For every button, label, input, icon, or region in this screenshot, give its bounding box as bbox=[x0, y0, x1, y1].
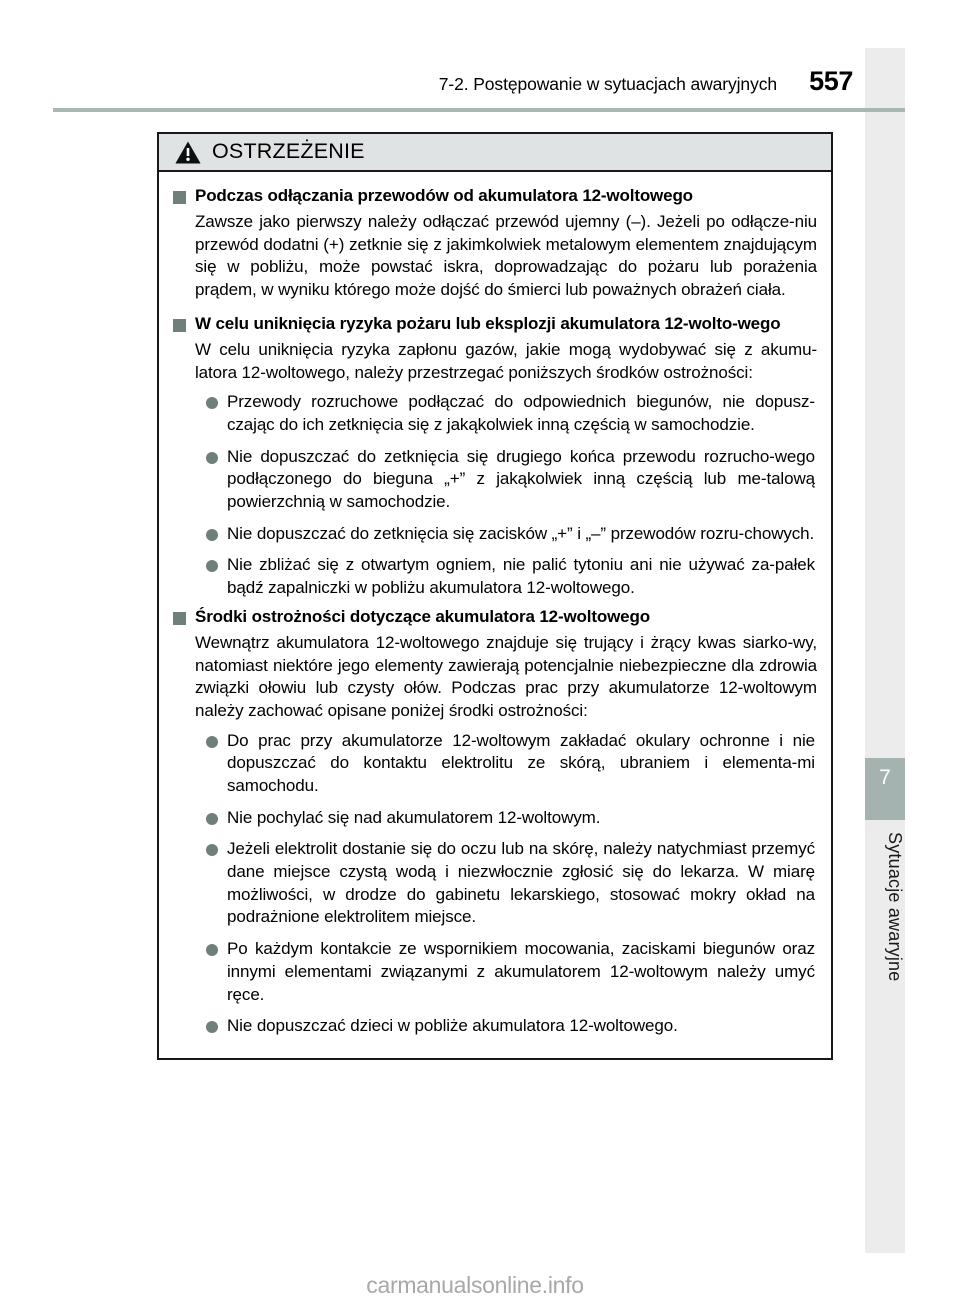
list-item bbox=[173, 807, 817, 830]
warning-section-heading-text: Środki ostrożności dotyczące akumulatora 12-woltowego bbox=[195, 606, 650, 626]
warning-paragraph: W celu uniknięcia ryzyka zapłonu gazów, jakie mogą wydobywać się z akumu-latora 12-woltowego, należy przestrzegać poniższych środków ostrożności: bbox=[195, 339, 817, 382]
round-bullet-icon bbox=[206, 736, 218, 748]
warning-section-heading bbox=[173, 185, 817, 207]
list-item-text: Jeżeli elektrolit dostanie się do oczu lub na skórę, należy natychmiast przemyć dane miejsce czystą wodą i niezwłocznie zgłosić się do lekarza. W miarę możliwości, w drodze do gabinetu lekarskiego, stosować mokry okład na podrażnione elektrolitem miejsce. bbox=[227, 839, 815, 927]
warning-paragraph: Wewnątrz akumulatora 12-woltowego znajduje się trujący i żrący kwas siarko-wy, natomiast niektóre jego elementy zawierają potencjalnie niebezpieczne dla zdrowia związki ołowiu lub czysty ołów. Podczas prac przy akumulatorze 12-woltowym należy zachować opisane poniżej środki ostrożności: bbox=[195, 632, 817, 720]
list-item bbox=[173, 730, 817, 798]
page-header-section-title: 7-2. Postępowanie w sytuacjach awaryjnych bbox=[438, 74, 777, 94]
warning-section bbox=[173, 313, 817, 600]
list-item-text: Przewody rozruchowe podłączać do odpowiednich biegunów, nie dopusz-czając do ich zetknięcia się z jakąkolwiek inną częścią w samochodzie. bbox=[227, 392, 815, 434]
square-bullet-icon bbox=[173, 191, 186, 204]
round-bullet-icon bbox=[206, 813, 218, 825]
round-bullet-icon bbox=[206, 944, 218, 956]
round-bullet-icon bbox=[206, 1021, 218, 1033]
warning-triangle-icon bbox=[175, 141, 201, 164]
list-item bbox=[173, 446, 817, 514]
warning-title: OSTRZEŻENIE bbox=[212, 139, 365, 164]
page-number: 557 bbox=[809, 66, 853, 96]
list-item-text: Nie dopuszczać do zetknięcia się zacisków „+” i „–” przewodów rozru-chowych. bbox=[227, 523, 815, 543]
warning-paragraph: Zawsze jako pierwszy należy odłączać przewód ujemny (–). Jeżeli po odłącze-niu przewód dodatni (+) zetknie się z jakimkolwiek metalowym elementem znajdującym się w pobliżu, może powstać iskra, doprowadzając do pożaru lub porażenia prądem, w wyniku którego może dojść do śmierci lub poważnych obrażeń ciała. bbox=[195, 212, 817, 300]
list-item-text: Po każdym kontakcie ze wspornikiem mocowania, zaciskami biegunów oraz innymi elementami związanymi z akumulatorem 12-woltowym należy umyć ręce. bbox=[227, 939, 815, 1004]
list-item bbox=[173, 523, 817, 546]
round-bullet-icon bbox=[206, 452, 218, 464]
warning-section bbox=[173, 606, 817, 1038]
warning-box-body bbox=[159, 172, 831, 1058]
warning-section-heading bbox=[173, 606, 817, 628]
warning-section-heading-text: Podczas odłączania przewodów od akumulatora 12-woltowego bbox=[195, 186, 693, 205]
list-item bbox=[173, 391, 817, 436]
list-item-text: Nie dopuszczać do zetknięcia się drugiego końca przewodu rozrucho-wego podłączonego do bieguna „+” z jakąkolwiek inną częścią lub me-talową powierzchnią w samochodzie. bbox=[227, 446, 815, 512]
header-rule bbox=[53, 108, 905, 112]
list-item-text: Nie zbliżać się z otwartym ogniem, nie palić tytoniu ani nie używać za-pałek bądź zapalniczki w pobliżu akumulatora 12-woltowego. bbox=[227, 555, 815, 598]
list-item-text: Do prac przy akumulatorze 12-woltowym zakładać okulary ochronne i nie dopuszczać do kontaktu elektrolitu ze skórą, ubraniem i elementa-mi samochodu. bbox=[227, 730, 815, 796]
list-item-text: Nie pochylać się nad akumulatorem 12-woltowym. bbox=[227, 807, 601, 827]
warning-section bbox=[173, 185, 817, 302]
list-item bbox=[173, 838, 817, 929]
warning-box-header bbox=[159, 134, 831, 172]
warning-box bbox=[157, 132, 833, 1060]
list-item-text: Nie dopuszczać dzieci w pobliże akumulatora 12-woltowego. bbox=[227, 1016, 678, 1036]
round-bullet-icon bbox=[206, 397, 218, 409]
warning-section-heading bbox=[173, 313, 817, 335]
round-bullet-icon bbox=[206, 560, 218, 572]
chapter-number: 7 bbox=[879, 766, 891, 789]
round-bullet-icon bbox=[206, 844, 218, 856]
square-bullet-icon bbox=[173, 612, 186, 625]
list-item bbox=[173, 938, 817, 1006]
round-bullet-icon bbox=[206, 529, 218, 541]
square-bullet-icon bbox=[173, 319, 186, 332]
chapter-label: Sytuacje awaryjne bbox=[885, 832, 905, 982]
list-item bbox=[173, 1015, 817, 1038]
warning-section-heading-text: W celu uniknięcia ryzyka pożaru lub eksplozji akumulatora 12-wolto-wego bbox=[195, 313, 781, 333]
footer-watermark: carmanualsonline.info bbox=[366, 1272, 584, 1298]
list-item bbox=[173, 554, 817, 599]
warning-bullet-list bbox=[173, 730, 817, 1038]
warning-bullet-list bbox=[173, 391, 817, 600]
